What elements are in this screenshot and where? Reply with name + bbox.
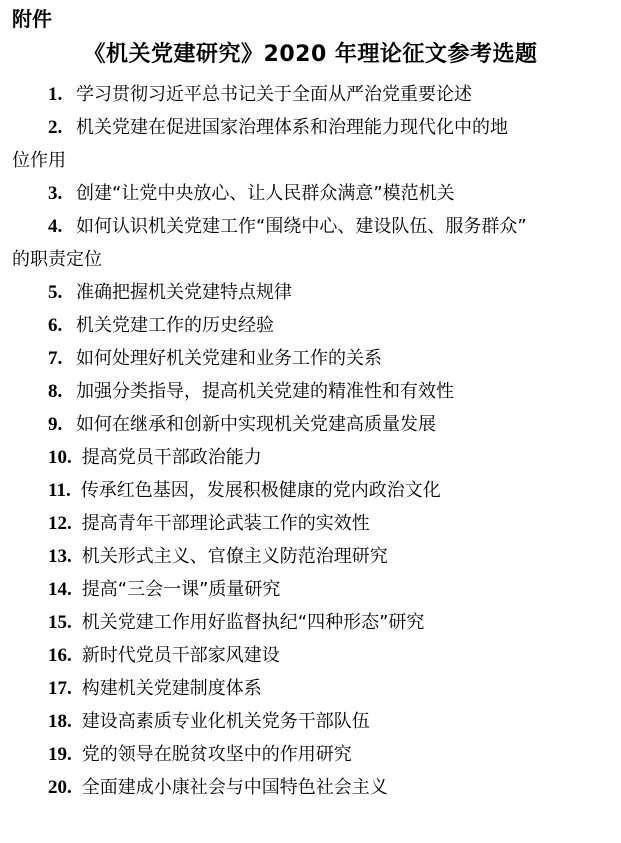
topic-text: 如何处理好机关党建和业务工作的关系 xyxy=(76,348,382,369)
topic-number: 12. xyxy=(48,513,72,534)
topic-text: 提高党员干部政治能力 xyxy=(81,447,262,468)
list-item xyxy=(0,474,621,507)
list-item xyxy=(0,375,621,408)
topic-number: 1. xyxy=(48,84,63,105)
topic-number: 10. xyxy=(48,447,72,468)
topic-text: 机关党建在促进国家治理体系和治理能力现代化中的地 xyxy=(76,117,508,138)
topic-text: 创建“让党中央放心、让人民群众满意”模范机关 xyxy=(76,183,455,204)
topic-number: 11. xyxy=(48,480,71,501)
list-item xyxy=(0,573,621,606)
topic-text: 机关党建工作用好监督执纪“四种形态”研究 xyxy=(81,612,425,633)
topic-text: 如何在继承和创新中实现机关党建高质量发展 xyxy=(76,414,436,435)
topic-text: 机关党建工作的历史经验 xyxy=(76,315,274,336)
list-item xyxy=(0,507,621,540)
list-item xyxy=(0,606,621,639)
topic-number: 16. xyxy=(48,645,72,666)
topic-text: 提高青年干部理论武装工作的实效性 xyxy=(81,513,370,534)
topic-text: 传承红色基因，发展积极健康的党内政治文化 xyxy=(80,480,441,501)
topic-number: 7. xyxy=(48,348,63,369)
topic-text: 新时代党员干部家风建设 xyxy=(81,645,280,666)
topic-number: 8. xyxy=(48,381,63,402)
list-item xyxy=(0,309,621,342)
list-item xyxy=(0,705,621,738)
topic-number: 5. xyxy=(48,282,63,303)
list-item xyxy=(0,771,621,804)
topic-text-continuation: 位作用 xyxy=(12,150,66,171)
topic-text: 加强分类指导，提高机关党建的精准性和有效性 xyxy=(76,381,454,402)
topic-number: 13. xyxy=(48,546,72,567)
list-item xyxy=(0,540,621,573)
list-item xyxy=(0,177,621,210)
list-item xyxy=(0,111,621,177)
topic-number: 2. xyxy=(48,117,63,138)
list-item xyxy=(0,441,621,474)
topic-text: 党的领导在脱贫攻坚中的作用研究 xyxy=(81,744,352,765)
attachment-label: 附件 xyxy=(12,7,52,31)
topic-number: 3. xyxy=(48,183,63,204)
topic-number: 19. xyxy=(48,744,72,765)
topic-text: 学习贯彻习近平总书记关于全面从严治党重要论述 xyxy=(76,84,472,105)
topic-number: 14. xyxy=(48,579,72,600)
list-item xyxy=(0,342,621,375)
list-item xyxy=(0,672,621,705)
list-item xyxy=(0,408,621,441)
list-item xyxy=(0,639,621,672)
topic-text: 提高“三会一课”质量研究 xyxy=(81,579,281,600)
document-title: 《机关党建研究》2020 年理论征文参考选题 xyxy=(83,42,538,67)
topic-text: 全面建成小康社会与中国特色社会主义 xyxy=(81,777,388,798)
list-item xyxy=(0,210,621,276)
topic-text: 建设高素质专业化机关党务干部队伍 xyxy=(81,711,370,732)
list-item xyxy=(0,78,621,111)
topic-number: 17. xyxy=(48,678,72,699)
list-item xyxy=(0,276,621,309)
topic-text: 构建机关党建制度体系 xyxy=(81,678,262,699)
topic-list xyxy=(0,78,621,804)
topic-text-continuation: 的职责定位 xyxy=(12,249,102,270)
topic-number: 9. xyxy=(48,414,63,435)
topic-number: 18. xyxy=(48,711,72,732)
topic-number: 20. xyxy=(48,777,72,798)
topic-number: 6. xyxy=(48,315,63,336)
topic-number: 4. xyxy=(48,216,63,237)
topic-text: 机关形式主义、官僚主义防范治理研究 xyxy=(81,546,388,567)
list-item xyxy=(0,738,621,771)
topic-number: 15. xyxy=(48,612,72,633)
topic-text: 准确把握机关党建特点规律 xyxy=(76,282,292,303)
topic-text: 如何认识机关党建工作“围绕中心、建设队伍、服务群众” xyxy=(76,216,527,237)
